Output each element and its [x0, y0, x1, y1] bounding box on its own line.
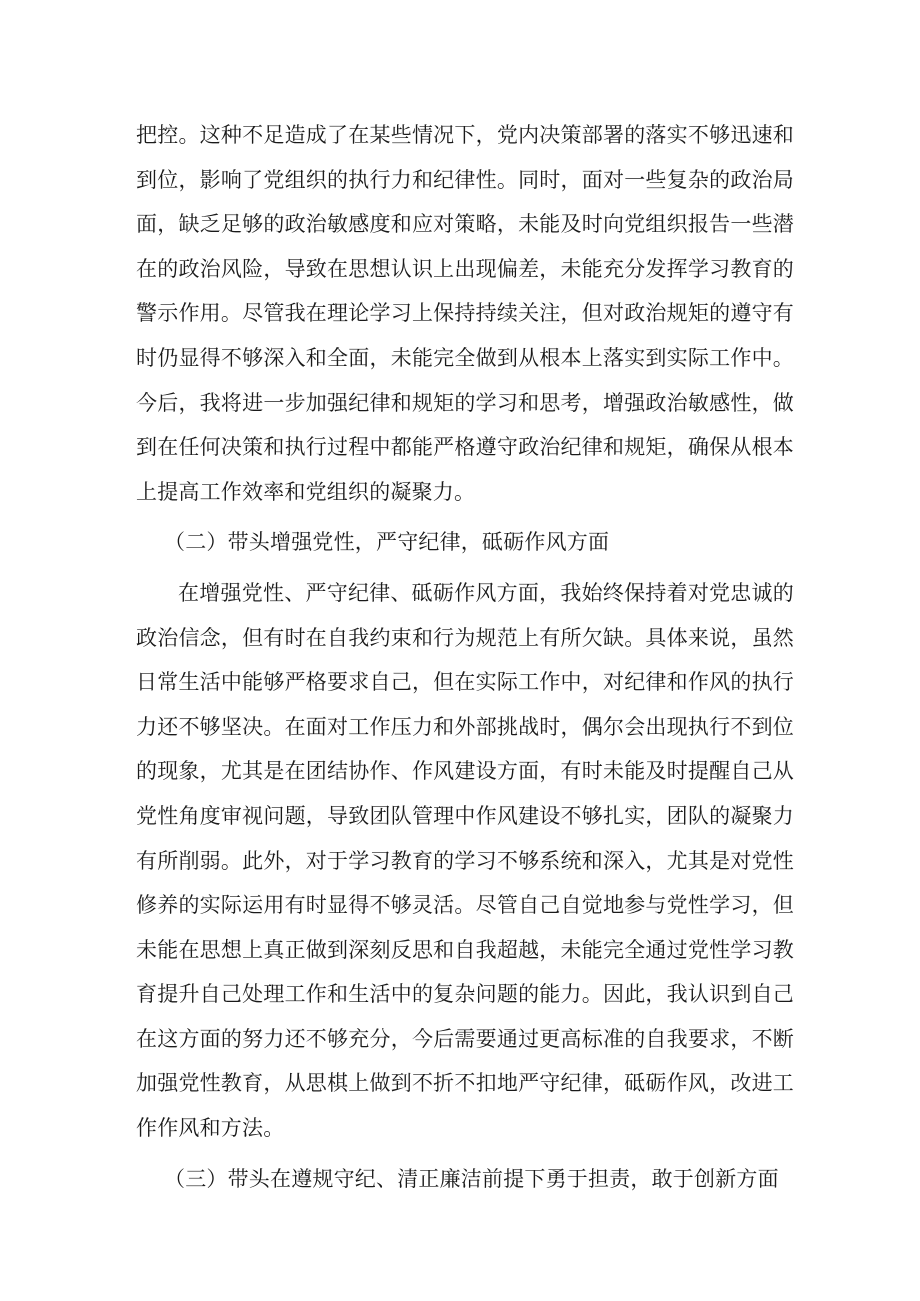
paragraph-continuation: 把控。这种不足造成了在某些情况下，党内决策部署的落实不够迅速和到位，影响了党组织的执行力和纪律性。同时，面对一些复杂的政治局面，缺乏足够的政治敏感度和应对策略，未能及时向党组织报告一些潜在的政治风险，导致在思想认识上出现偏差，未能充分发挥学习教育的警示作用。尽管我在理论学习上保持持续关注，但对政治规矩的遵守有时仍显得不够深入和全面，未能完全做到从根本上落实到实际工作中。今后，我将进一步加强纪律和规矩的学习和思考，增强政治敏感性，做到在任何决策和执行过程中都能严格遵守政治纪律和规矩，确保从根本上提高工作效率和党组织的凝聚力。: [136, 123, 794, 504]
document-body: [136, 113, 794, 1201]
section-heading-2: （二）带头增强党性，严守纪律，砥砺作风方面: [164, 530, 610, 555]
paragraph-section-2: 在增强党性、严守纪律、砥砺作风方面，我始终保持着对党忠诚的政治信念，但有时在自我约束和行为规范上有所欠缺。具体来说，虽然日常生活中能够严格要求自己，但在实际工作中，对纪律和作风的执行力还不够坚决。在面对工作压力和外部挑战时，偶尔会出现执行不到位的现象，尤其是在团结协作、作风建设方面，有时未能及时提醒自己从党性角度审视问题，导致团队管理中作风建设不够扎实，团队的凝聚力有所削弱。此外，对于学习教育的学习不够系统和深入，尤其是对党性修养的实际运用有时显得不够灵活。尽管自己自觉地参与党性学习，但未能在思想上真正做到深刻反思和自我超越，未能完全通过党性学习教育提升自己处理工作和生活中的复杂问题的能力。因此，我认识到自己在这方面的努力还不够充分，今后需要通过更高标准的自我要求，不断加强党性教育，从思棋上做到不折不扣地严守纪律，砥砺作风，改进工作作风和方法。: [136, 580, 794, 1141]
section-heading-3: （三）带头在遵规守纪、清正廉洁前提下勇于担责，敢于创新方面: [164, 1166, 779, 1191]
